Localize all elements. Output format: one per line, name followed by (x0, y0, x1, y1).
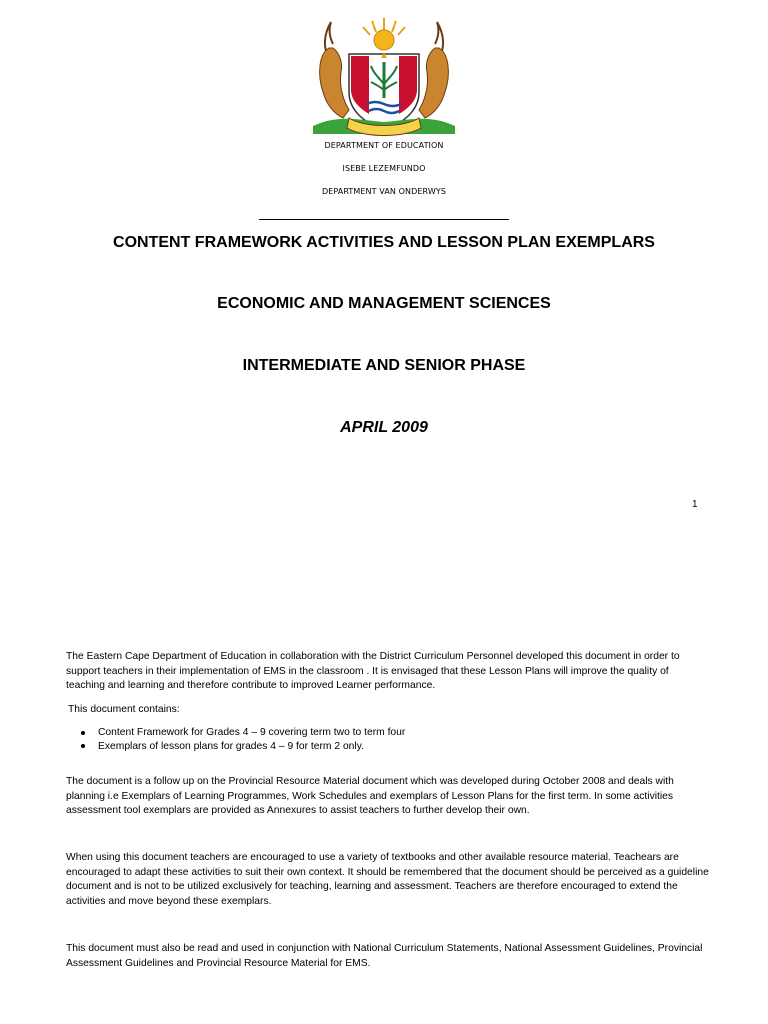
document-date: APRIL 2009 (340, 419, 428, 436)
follow-up-paragraph: The document is a follow up on the Provincial Resource Material document which was developed during October 2008 and deals with planning i.e Exemplars of Learning Programmes, Work Schedules and exemplars of Lesson Plans for the first term. In some activities assessment tool exemplars are provided as Annexures to assist teachers to further develop their own. (66, 776, 674, 816)
document-title: CONTENT FRAMEWORK ACTIVITIES AND LESSON PLAN EXEMPLARS (113, 234, 655, 251)
subject-title: ECONOMIC AND MANAGEMENT SCIENCES (217, 295, 551, 312)
coat-of-arms-logo (309, 14, 459, 142)
page-number: 1 (692, 499, 698, 510)
department-name-english: DEPARTMENT OF EDUCATION (324, 141, 444, 150)
list-item: Exemplars of lesson plans for grades 4 – 9 for term 2 only. (66, 740, 686, 754)
header-divider (259, 219, 509, 220)
usage-paragraph: When using this document teachers are encouraged to use a variety of textbooks and other available resource material. Teachears are encouraged to adapt these activities to suit their own context. It should be remembered that the document should be perceived as a guideline document and is not to be utilized exclusively for teaching, learning and assessment. Teachers are therefore encouraged to extend the activities and move beyond these exemplars. (66, 852, 709, 907)
conjunction-paragraph: This document must also be read and used in conjunction with National Curriculum Statements, National Assessment Guidelines, Provincial Assessment Guidelines and Provincial Resource Material for EMS. (66, 943, 703, 969)
intro-paragraph: The Eastern Cape Department of Education in collaboration with the District Curriculum Personnel developed this document in order to support teachers in their implementation of EMS in the classroom . It is envisaged that these Lesson Plans will improve the quality of teaching and learning and therefore contribute to improved Learner performance. (66, 651, 680, 691)
department-name-xhosa: ISEBE LEZEMFUNDO (342, 164, 426, 173)
phase-title: INTERMEDIATE AND SENIOR PHASE (242, 357, 526, 374)
department-name-afrikaans: DEPARTMENT VAN ONDERWYS (321, 187, 447, 196)
contents-list (66, 726, 686, 753)
contains-label: This document contains: (68, 704, 180, 715)
list-item: Content Framework for Grades 4 – 9 covering term two to term four (66, 726, 686, 740)
